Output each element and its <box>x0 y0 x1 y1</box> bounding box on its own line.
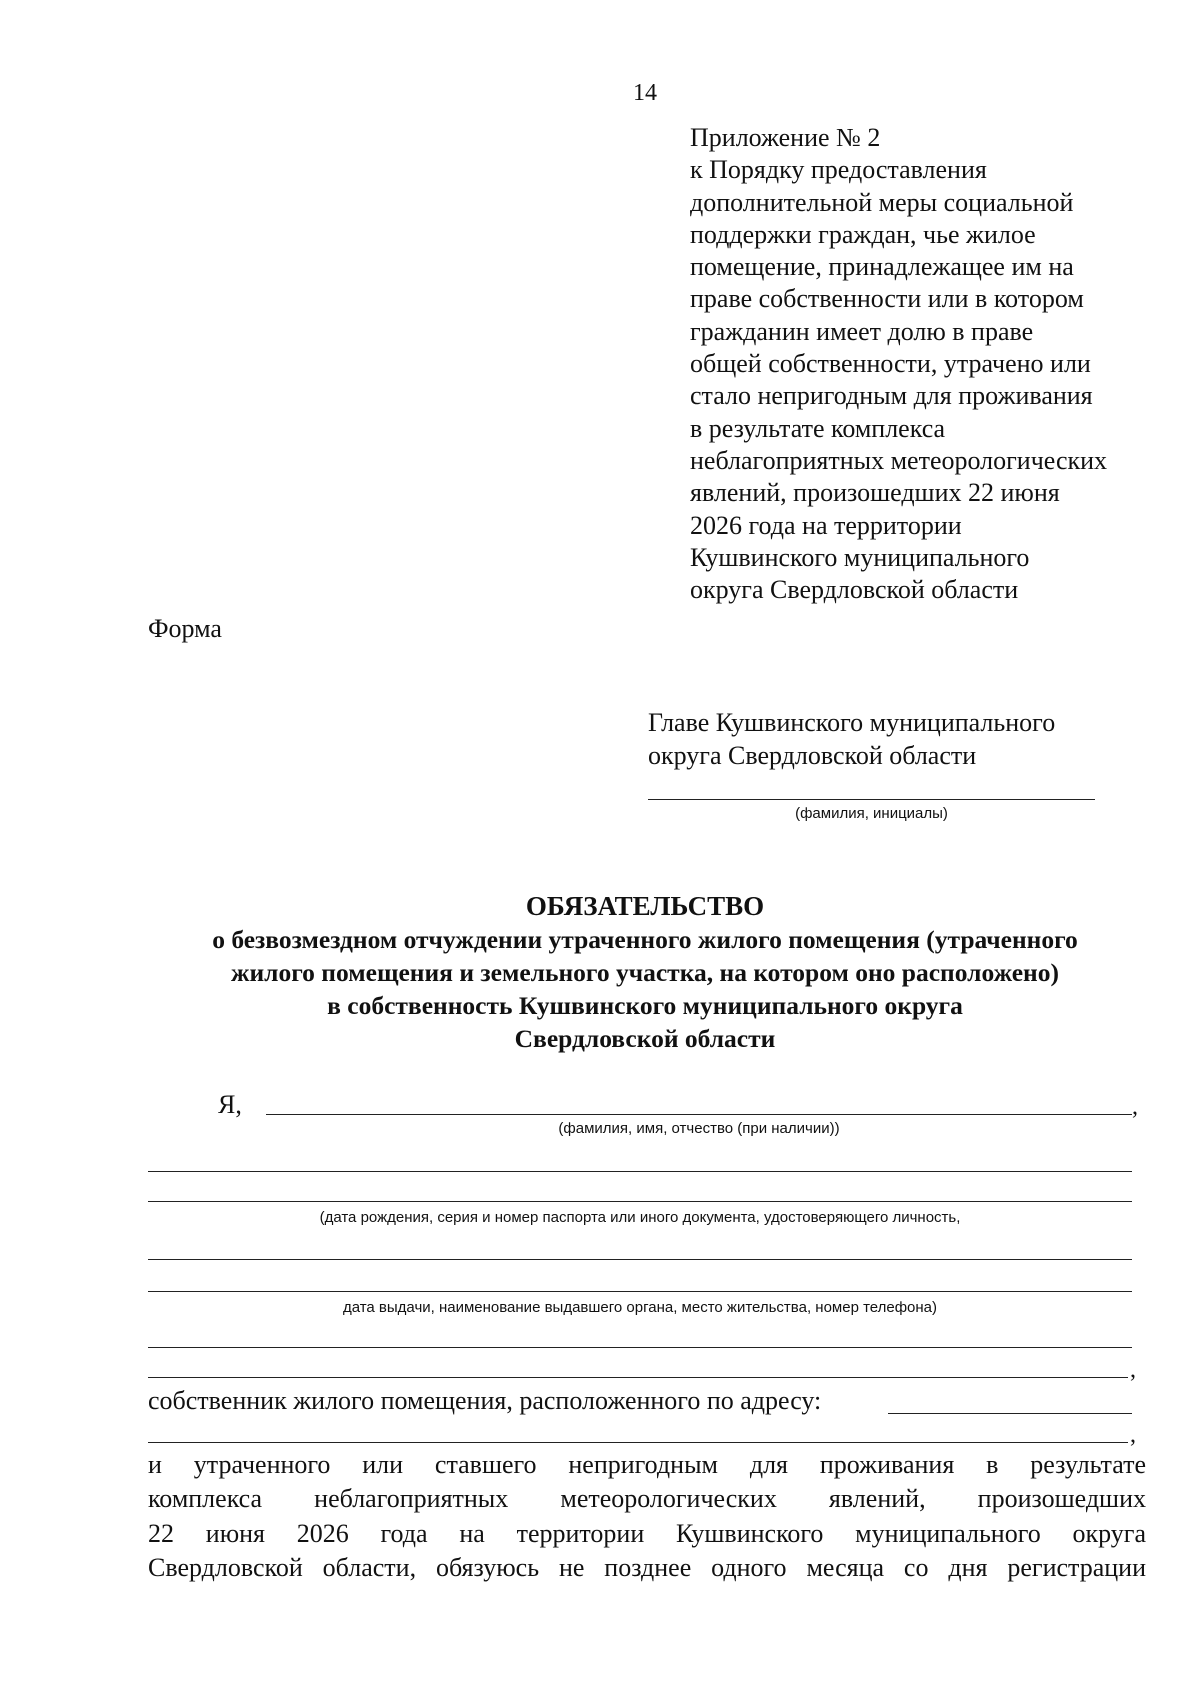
appendix-line: гражданин имеет долю в праве <box>690 316 1034 346</box>
personal-data-field[interactable] <box>148 1377 1128 1378</box>
title-line: Свердловской области <box>514 1024 776 1053</box>
doc-caption-1: (дата рождения, серия и номер паспорта или иного документа, удостоверяющего личность, <box>319 1209 961 1226</box>
owner-text: собственник жилого помещения, расположенного по адресу: <box>148 1386 822 1415</box>
appendix-line: к Порядку предоставления <box>690 155 987 185</box>
addressee-block <box>648 706 1055 772</box>
appendix-line: Приложение № 2 <box>690 123 881 152</box>
personal-data-field[interactable] <box>148 1347 1132 1348</box>
appendix-line: в результате комплекса <box>690 413 946 443</box>
appendix-line: явлений, произошедших 22 июня <box>690 478 1060 508</box>
addressee-caption: (фамилия, инициалы) <box>795 805 948 822</box>
title-line: в собственность Кушвинского муниципального округа <box>327 991 963 1020</box>
document-title <box>140 890 1150 1055</box>
address-field[interactable] <box>148 1442 1128 1443</box>
fio-caption: (фамилия, имя, отчество (при наличии)) <box>558 1120 840 1137</box>
comma: , <box>1132 1094 1138 1120</box>
personal-data-field[interactable] <box>148 1201 1132 1202</box>
appendix-line: Кушвинского муниципального <box>690 542 1030 572</box>
address-field[interactable] <box>888 1413 1132 1414</box>
title-main: ОБЯЗАТЕЛЬСТВО <box>525 891 765 921</box>
appendix-line: помещение, принадлежащее им на <box>690 252 1074 282</box>
title-line: о безвозмездном отчуждении утраченного жилого помещения (утраченного <box>212 925 1078 954</box>
comma: , <box>1130 1357 1136 1383</box>
page-number: 14 <box>633 80 657 106</box>
addressee-line: Главе Кушвинского муниципального <box>648 708 1056 737</box>
appendix-line: общей собственности, утрачено или <box>690 349 1091 379</box>
personal-data-field[interactable] <box>148 1259 1132 1260</box>
fio-field[interactable] <box>266 1114 1132 1115</box>
appendix-block <box>690 122 1150 606</box>
appendix-line: стало непригодным для проживания <box>690 381 1093 411</box>
title-line: жилого помещения и земельного участка, на котором оно расположено) <box>231 958 1059 987</box>
appendix-line: дополнительной меры социальной <box>690 187 1074 217</box>
comma: , <box>1130 1422 1136 1448</box>
form-label: Форма <box>148 614 222 643</box>
appendix-line: округа Свердловской области <box>690 575 1019 605</box>
body-line: комплекса неблагоприятных метеорологических явлений, произошедших <box>148 1484 1146 1513</box>
body-line: Свердловской области, обязуюсь не позднее одного месяца со дня регистрации <box>148 1553 1146 1582</box>
appendix-line: 2026 года на территории <box>690 510 962 540</box>
addressee-line: округа Свердловской области <box>648 741 977 770</box>
personal-data-field[interactable] <box>148 1171 1132 1172</box>
ya-label: Я, <box>218 1090 242 1119</box>
body-line: и утраченного или ставшего непригодным для проживания в результате <box>148 1450 1146 1479</box>
appendix-line: праве собственности или в котором <box>690 284 1084 314</box>
appendix-line: поддержки граждан, чье жилое <box>690 219 1036 249</box>
appendix-line: неблагоприятных метеорологических <box>690 445 1108 475</box>
personal-data-field[interactable] <box>148 1291 1132 1292</box>
body-line: 22 июня 2026 года на территории Кушвинского муниципального округа <box>148 1519 1146 1548</box>
addressee-name-field[interactable] <box>648 799 1095 800</box>
doc-caption-2: дата выдачи, наименование выдавшего органа, место жительства, номер телефона) <box>342 1299 938 1316</box>
